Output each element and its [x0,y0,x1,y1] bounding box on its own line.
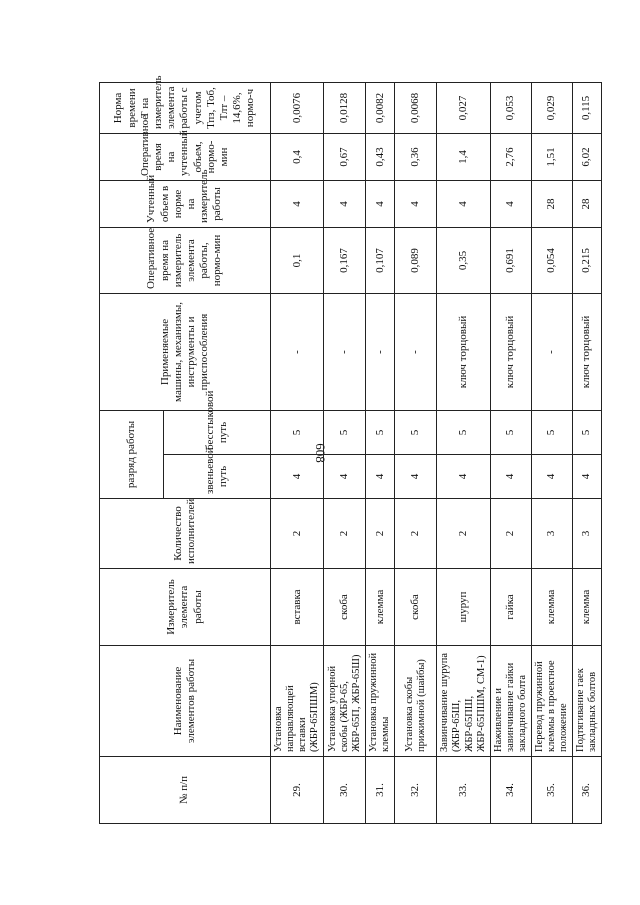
row-number: 32. [395,757,437,824]
row-grade-jointed: 4 [366,455,395,499]
row-number: 34. [490,757,531,824]
row-norm: 0,0076 [271,82,324,133]
row-number: 36. [573,757,602,824]
row-op-time-volume: 6,02 [573,133,602,180]
row-grade-jointed: 4 [573,455,602,499]
row-grade-jointless: 5 [437,410,490,454]
row-grade-jointless: 5 [573,410,602,454]
row-grade-jointless: 5 [366,410,395,454]
row-grade-jointed: 4 [531,455,572,499]
row-meter: скоба [324,569,366,646]
header-meter: Измеритель элемента работы [100,569,271,646]
row-volume: 4 [395,180,437,227]
row-machines: ключ торцовый [573,293,602,410]
row-op-time: 0,1 [271,227,324,293]
row-meter: шуруп [437,569,490,646]
row-meter: вставка [271,569,324,646]
row-op-time-volume: 1,4 [437,133,490,180]
row-machines: - [531,293,572,410]
row-machines: ключ торцовый [490,293,531,410]
row-grade-jointless: 5 [531,410,572,454]
table-row [366,82,395,823]
header-norm: Норма времени Т на измеритель элемента работы с учетом Тпз, Тоб, Тлт – 14,6%, нормо-ч [100,82,271,133]
row-op-time: 0,167 [324,227,366,293]
header-workers: Количество исполнителей [100,499,271,569]
table-row [531,82,572,823]
row-op-time: 0,35 [437,227,490,293]
row-number: 33. [437,757,490,824]
row-number: 31. [366,757,395,824]
row-name: Подтягивание гаек закладных болтов [573,646,602,757]
row-grade-jointed: 4 [271,455,324,499]
table-row [490,82,531,823]
row-name: Установка направляющей вставки (ЖБР-65ПШМ) [271,646,324,757]
row-workers: 3 [531,499,572,569]
header-num: № п/п [100,757,271,824]
row-number: 35. [531,757,572,824]
row-norm: 0,115 [573,82,602,133]
row-grade-jointless: 5 [395,410,437,454]
row-op-time: 0,107 [366,227,395,293]
row-name: Завинчивание шурупа (ЖБР-65Ш, ЖБР-65ПШ, ЖБР-65ПШМ, СМ-1) [437,646,490,757]
row-grade-jointed: 4 [324,455,366,499]
row-op-time-volume: 2,76 [490,133,531,180]
row-workers: 2 [324,499,366,569]
header-op-time: Оперативное время на измеритель элемента работы, нормо-мин [100,227,271,293]
row-number: 30. [324,757,366,824]
row-name: Перевод пружинной клеммы в проектное положение [531,646,572,757]
row-op-time-volume: 0,36 [395,133,437,180]
row-volume: 4 [437,180,490,227]
table-row [324,82,366,823]
table-row [271,82,324,823]
row-meter: клемма [573,569,602,646]
row-machines: - [366,293,395,410]
row-norm: 0,0082 [366,82,395,133]
table-region [99,75,599,824]
row-norm: 0,053 [490,82,531,133]
header-grade-jointed: звеньевой путь [164,455,271,499]
row-grade-jointed: 4 [490,455,531,499]
row-norm: 0,0128 [324,82,366,133]
row-grade-jointless: 5 [490,410,531,454]
row-grade-jointless: 5 [271,410,324,454]
page-number: 608 [313,443,328,463]
row-norm: 0,0068 [395,82,437,133]
row-op-time-volume: 0,67 [324,133,366,180]
row-workers: 2 [490,499,531,569]
row-meter: гайка [490,569,531,646]
norms-table [99,75,602,824]
row-op-time: 0,215 [573,227,602,293]
table-row [395,82,437,823]
row-op-time: 0,054 [531,227,572,293]
row-name: Наживление и завинчивание гайки закладного болта [490,646,531,757]
row-meter: скоба [395,569,437,646]
row-op-time-volume: 0,4 [271,133,324,180]
table-row [573,82,602,823]
row-workers: 3 [573,499,602,569]
row-workers: 2 [395,499,437,569]
row-machines: ключ торцовый [437,293,490,410]
row-volume: 4 [324,180,366,227]
row-workers: 2 [437,499,490,569]
row-volume: 28 [531,180,572,227]
row-volume: 4 [366,180,395,227]
row-volume: 4 [271,180,324,227]
row-volume: 4 [490,180,531,227]
header-name: Наименование элементов работы [100,646,271,757]
row-machines: - [395,293,437,410]
header-grade-group: разряд работы [100,410,164,498]
row-op-time: 0,691 [490,227,531,293]
header-op-time-volume: Оперативное время на учтенный объем, нормо-мин [100,133,271,180]
row-grade-jointless: 5 [324,410,366,454]
row-name: Установка пружинной клеммы [366,646,395,757]
row-grade-jointed: 4 [437,455,490,499]
table-row [437,82,490,823]
row-machines: - [324,293,366,410]
header-volume: Учтенный объем в норме на измеритель работы [100,180,271,227]
row-name: Установка скобы прижимной (шайбы) [395,646,437,757]
row-workers: 2 [366,499,395,569]
header-grade-jointless: бесстыковой путь [164,410,271,454]
row-op-time: 0,089 [395,227,437,293]
row-number: 29. [271,757,324,824]
row-meter: клемма [531,569,572,646]
row-op-time-volume: 0,43 [366,133,395,180]
rotated-table-wrapper [99,75,599,824]
row-op-time-volume: 1,51 [531,133,572,180]
header-row-1 [100,82,164,823]
row-machines: - [271,293,324,410]
header-machines: Применяемые машины, механизмы, инструменты и приспособления [100,293,271,410]
row-name: Установка упорной скобы (ЖБР-65, ЖБР-65П, ЖБР-65Ш) [324,646,366,757]
row-volume: 28 [573,180,602,227]
row-workers: 2 [271,499,324,569]
row-grade-jointed: 4 [395,455,437,499]
row-meter: клемма [366,569,395,646]
row-norm: 0,029 [531,82,572,133]
row-norm: 0,027 [437,82,490,133]
